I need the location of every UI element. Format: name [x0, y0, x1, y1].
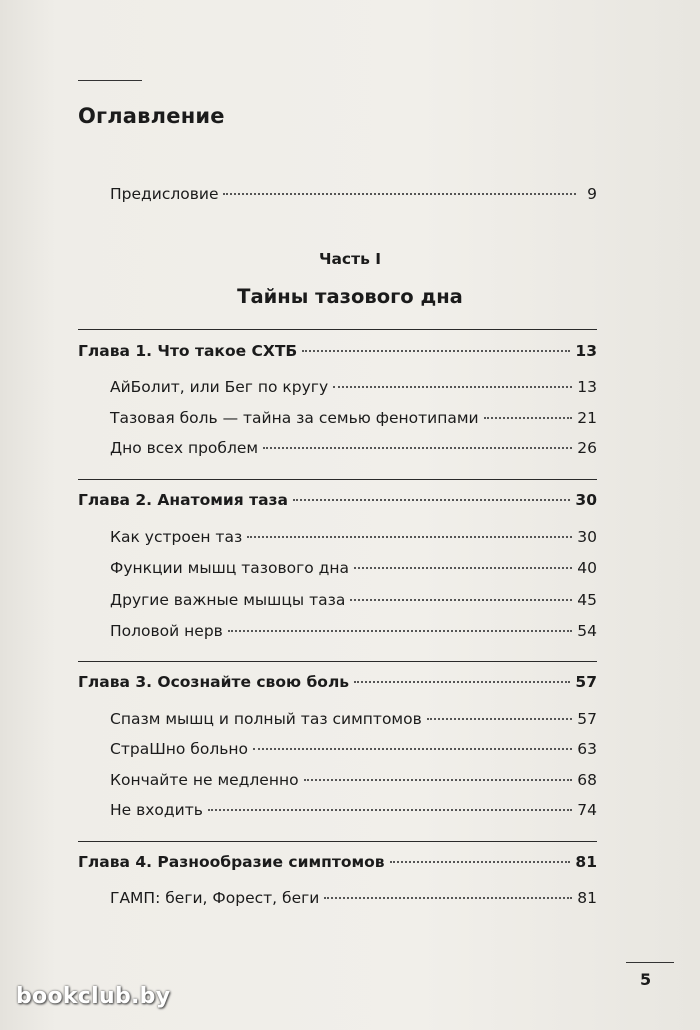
bottom-rule — [626, 962, 674, 963]
toc-section — [110, 377, 597, 397]
toc-section — [110, 558, 597, 578]
chapter-title: Глава 1. Что такое СХТБ — [78, 342, 298, 360]
part-label: Часть I — [318, 250, 382, 268]
top-rule — [78, 80, 142, 81]
watermark-logo: bookclub.by — [16, 984, 171, 1009]
toc-chapter-3 — [78, 672, 597, 692]
toc-section — [110, 438, 597, 458]
section-title: Тазовая боль — тайна за семью фенотипами — [110, 409, 479, 427]
chapter-title: Глава 3. Осознайте свою боль — [78, 673, 350, 691]
dot-leader — [302, 348, 570, 352]
toc-section — [110, 888, 597, 908]
toc-section — [110, 800, 597, 820]
dot-leader — [333, 384, 572, 388]
section-page: 45 — [577, 591, 597, 609]
toc-chapter-4 — [78, 852, 597, 872]
chapter-page: 30 — [575, 491, 597, 509]
dot-leader — [484, 415, 573, 419]
section-title: Функции мышц тазового дна — [110, 559, 350, 577]
section-title: ГАМП: беги, Форест, беги — [110, 889, 320, 907]
toc-section — [110, 621, 597, 641]
section-title: АйБолит, или Бег по кругу — [110, 378, 329, 396]
section-page: 63 — [577, 740, 597, 758]
toc-section — [110, 739, 597, 759]
toc-section — [110, 709, 597, 729]
dot-leader — [253, 746, 572, 750]
chapter-title: Глава 2. Анатомия таза — [78, 491, 289, 509]
dot-leader — [350, 597, 572, 601]
dot-leader — [293, 497, 570, 501]
separator-line — [78, 329, 597, 330]
dot-leader — [324, 895, 572, 899]
section-title: Другие важные мышцы таза — [110, 591, 346, 609]
dot-leader — [247, 534, 572, 538]
toc-chapter-1 — [78, 341, 597, 361]
section-title: Не входить — [110, 801, 203, 819]
dot-leader — [390, 859, 571, 863]
dot-leader — [228, 628, 572, 632]
section-title: Половой нерв — [110, 622, 223, 640]
separator-line — [78, 841, 597, 842]
section-page: 26 — [577, 439, 597, 457]
section-page: 40 — [577, 559, 597, 577]
section-page: 13 — [577, 378, 597, 396]
toc-section — [110, 408, 597, 428]
section-title: Спазм мышц и полный таз симптомов — [110, 710, 422, 728]
toc-section — [110, 527, 597, 547]
section-title: Дно всех проблем — [110, 439, 259, 457]
section-title: Как устроен таз — [110, 528, 243, 546]
dot-leader — [354, 679, 570, 683]
dot-leader — [427, 716, 573, 720]
section-title: СтраШно больно — [110, 740, 249, 758]
entry-title: Предисловие — [110, 185, 219, 203]
chapter-page: 57 — [575, 673, 597, 691]
dot-leader — [208, 807, 572, 811]
section-page: 54 — [577, 622, 597, 640]
part-title: Тайны тазового дна — [237, 285, 463, 308]
dot-leader — [354, 565, 572, 569]
toc-title: Оглавление — [78, 104, 225, 128]
dot-leader — [223, 191, 576, 195]
chapter-page: 81 — [575, 853, 597, 871]
toc-chapter-2 — [78, 490, 597, 510]
separator-line — [78, 479, 597, 480]
toc-section — [110, 590, 597, 610]
chapter-title: Глава 4. Разнообразие симптомов — [78, 853, 385, 871]
dot-leader — [304, 777, 573, 781]
section-page: 57 — [577, 710, 597, 728]
section-page: 30 — [577, 528, 597, 546]
section-page: 68 — [577, 771, 597, 789]
entry-page: 9 — [587, 185, 597, 203]
section-page: 21 — [577, 409, 597, 427]
page-number: 5 — [640, 970, 652, 989]
chapter-page: 13 — [575, 342, 597, 360]
section-title: Кончайте не медленно — [110, 771, 299, 789]
toc-entry-preface — [110, 184, 597, 204]
section-page: 81 — [577, 889, 597, 907]
dot-leader — [263, 445, 572, 449]
separator-line — [78, 661, 597, 662]
section-page: 74 — [577, 801, 597, 819]
toc-section — [110, 770, 597, 790]
